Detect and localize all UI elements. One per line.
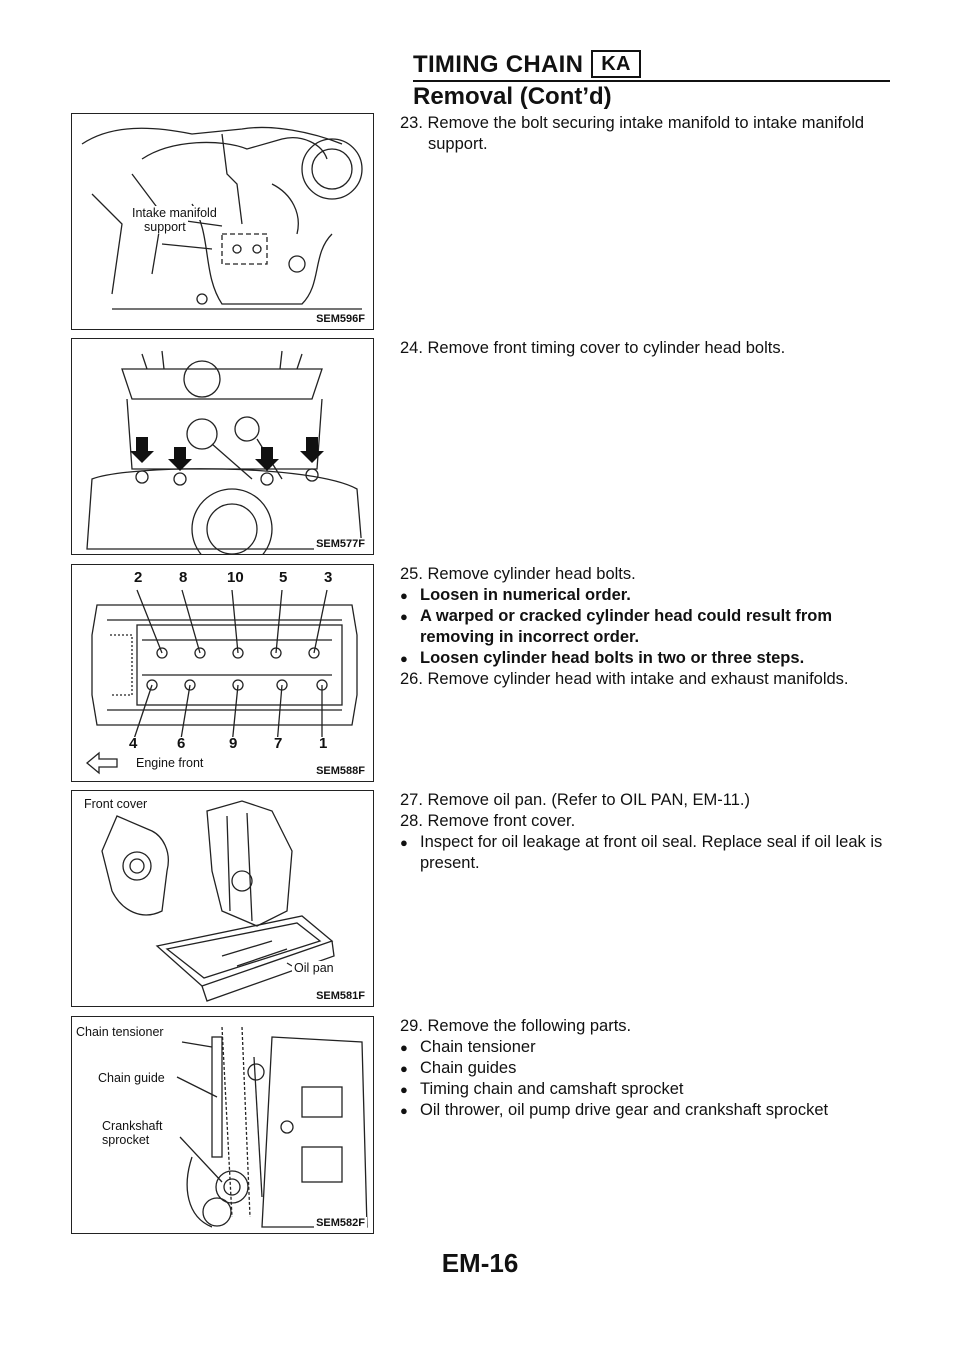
section-title bbox=[413, 50, 641, 79]
bullet-item: ● Chain tensioner bbox=[400, 1037, 895, 1058]
bullet-item: ● Inspect for oil leakage at front oil seal. Replace seal if oil leak is present. bbox=[400, 832, 895, 874]
figure-label: Crankshaft bbox=[102, 1119, 163, 1133]
engine-badge: KA bbox=[591, 50, 641, 78]
bolt-number: 8 bbox=[179, 569, 188, 586]
figure-code: SEM596F bbox=[316, 313, 365, 325]
header-rule bbox=[413, 80, 890, 82]
bullet-item: ● Timing chain and camshaft sprocket bbox=[400, 1079, 895, 1100]
bullet-item: ● Loosen cylinder head bolts in two or three steps. bbox=[400, 648, 895, 669]
figure-label: Oil pan bbox=[294, 961, 334, 975]
figure-label: support bbox=[144, 220, 186, 234]
figure-code: SEM588F bbox=[316, 765, 365, 777]
step-item: 27. Remove oil pan. (Refer to OIL PAN, EM-11.) bbox=[400, 791, 750, 809]
bolt-number: 5 bbox=[279, 569, 288, 586]
figure-head-bolt-sequence bbox=[71, 564, 374, 782]
intake-manifold-illustration bbox=[72, 114, 373, 329]
figure-code: SEM582F bbox=[316, 1217, 365, 1229]
figure-intake-manifold-support bbox=[71, 113, 374, 330]
section-title-text: TIMING CHAIN bbox=[413, 51, 584, 78]
figure-front-cover-oil-pan bbox=[71, 790, 374, 1007]
bolt-number: 7 bbox=[274, 735, 283, 752]
step-item: 25. Remove cylinder head bolts. bbox=[400, 565, 636, 583]
step-section bbox=[400, 1016, 895, 1121]
bolt-number: 2 bbox=[134, 569, 143, 586]
bullet-item: ● Loosen in numerical order. bbox=[400, 585, 895, 606]
step-section bbox=[400, 564, 895, 690]
bullet-item: ● Oil thrower, oil pump drive gear and crankshaft sprocket bbox=[400, 1100, 895, 1121]
figure-label: Intake manifold bbox=[132, 206, 217, 220]
bolt-number: 6 bbox=[177, 735, 186, 752]
step-item: 26. Remove cylinder head with intake and exhaust manifolds. bbox=[400, 670, 849, 688]
figure-label: Front cover bbox=[84, 797, 148, 811]
figure-timing-cover-bolts bbox=[71, 338, 374, 555]
step-item: 24. Remove front timing cover to cylinder head bolts. bbox=[400, 339, 786, 357]
figure-label: Engine front bbox=[136, 756, 204, 770]
bolt-number: 3 bbox=[324, 569, 333, 586]
step-section bbox=[400, 790, 895, 874]
page-number: EM-16 bbox=[441, 1248, 519, 1278]
figure-code: SEM577F bbox=[316, 538, 365, 550]
bolt-number: 4 bbox=[129, 735, 138, 752]
bolt-number: 9 bbox=[229, 735, 238, 752]
step-section bbox=[400, 338, 895, 359]
figure-code: SEM581F bbox=[316, 990, 365, 1002]
section-subtitle: Removal (Cont’d) bbox=[413, 83, 612, 110]
step-item: 28. Remove front cover. bbox=[400, 812, 576, 830]
step-item: 29. Remove the following parts. bbox=[400, 1017, 632, 1035]
bullet-item: ● A warped or cracked cylinder head could result from removing in incorrect order. bbox=[400, 606, 895, 648]
step-item: 23. Remove the bolt securing intake manifold to intake manifold support. bbox=[400, 114, 865, 153]
step-section bbox=[400, 113, 895, 155]
figure-label: Chain guide bbox=[98, 1071, 165, 1085]
bullet-item: ● Chain guides bbox=[400, 1058, 895, 1079]
figure-label: sprocket bbox=[102, 1133, 150, 1147]
bolt-number: 10 bbox=[227, 569, 244, 586]
figure-label: Chain tensioner bbox=[76, 1025, 164, 1039]
figure-chain-parts bbox=[71, 1016, 374, 1234]
cylinder-head-bolts-illustration bbox=[72, 339, 373, 554]
bolt-number: 1 bbox=[319, 735, 328, 752]
